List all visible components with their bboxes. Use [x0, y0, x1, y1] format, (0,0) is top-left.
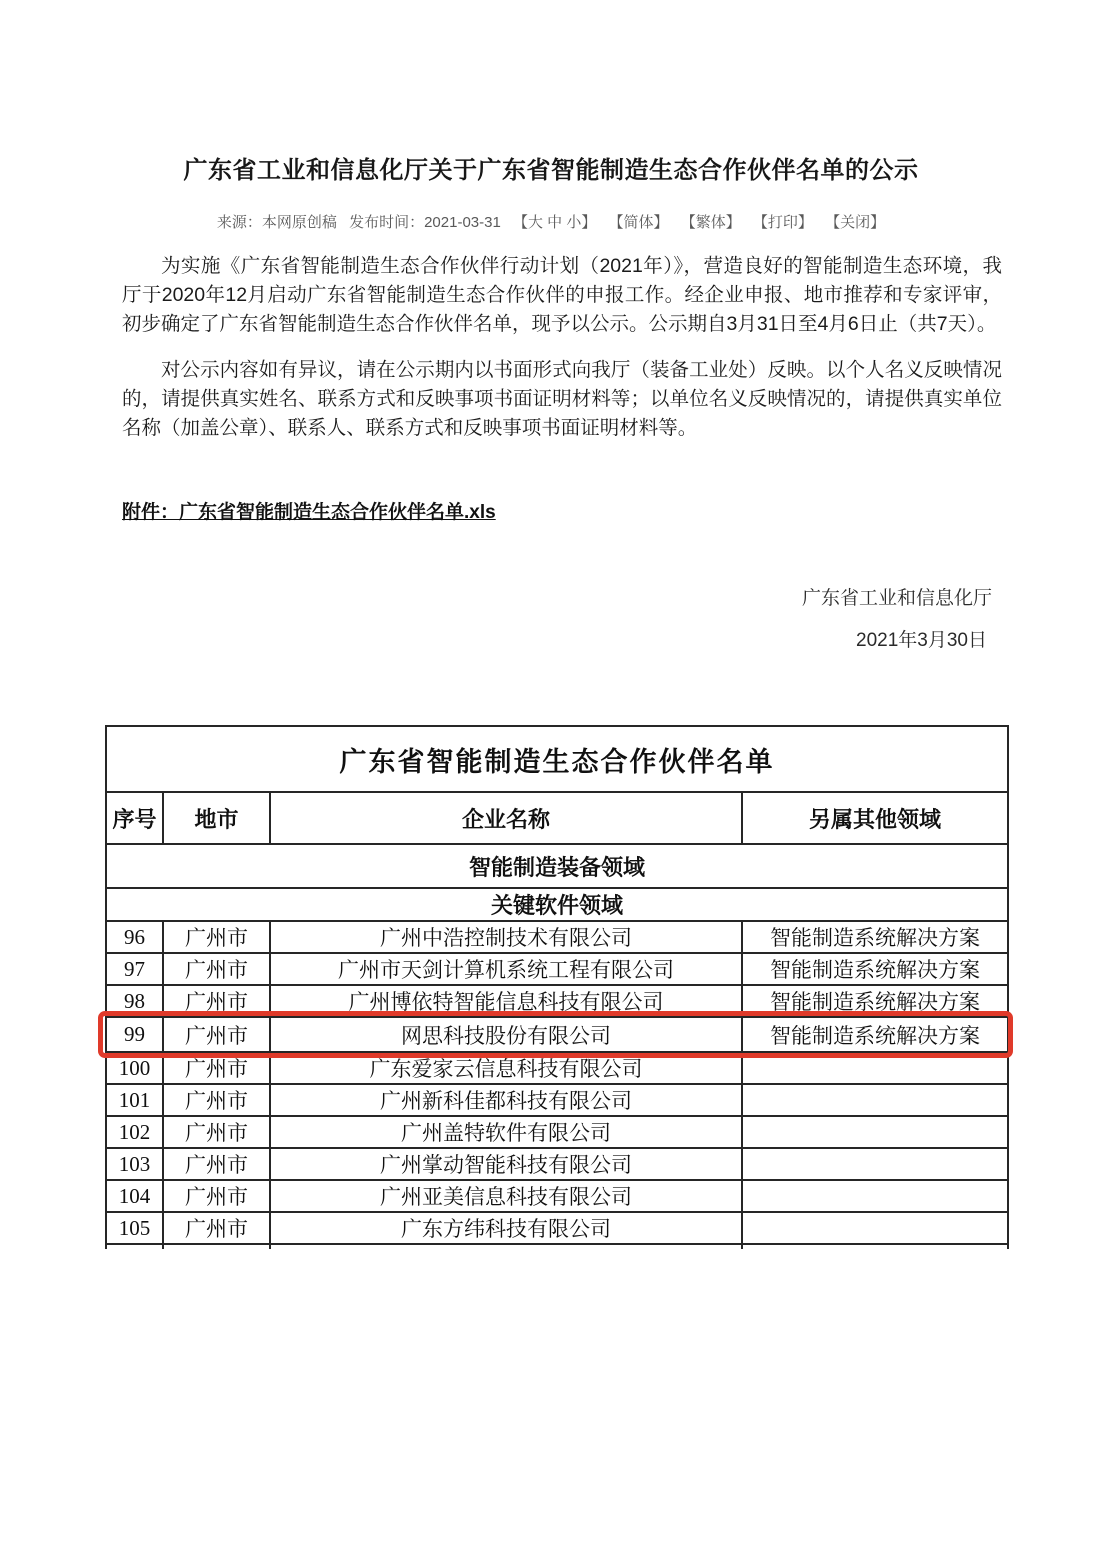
table-title-row	[106, 726, 1008, 792]
cell-no: 103	[106, 1148, 163, 1180]
paragraph-1: 为实施《广东省智能制造生态合作伙伴行动计划（2021年）》，营造良好的智能制造生态环境，我厅于2020年12月启动广东省智能制造生态合作伙伴的申报工作。经企业申报、地市推荐和专家评审，初步确定了广东省智能制造生态合作伙伴名单，现予以公示。公示期自3月31日至4月6日止（共7天）。	[122, 255, 1002, 335]
table-title: 广东省智能制造生态合作伙伴名单	[106, 726, 1008, 792]
signature-date: 2021年3月30日	[856, 630, 987, 651]
table-row	[106, 844, 1008, 888]
cell-city: 广州市	[163, 1148, 270, 1180]
article-body	[122, 252, 1002, 460]
column-header-company: 企业名称	[270, 792, 742, 844]
cell-city: 广州市	[163, 1084, 270, 1116]
signature-org: 广东省工业和信息化厅	[801, 588, 992, 609]
cell-city: 广州市	[163, 953, 270, 985]
cell-city: 广州市	[163, 985, 270, 1017]
cell-city: 广州市	[163, 1180, 270, 1212]
cell-field: 智能制造系统解决方案	[742, 953, 1008, 985]
table-row	[106, 1017, 1008, 1052]
close-button[interactable]: 【关闭】	[825, 214, 886, 231]
attachment-link[interactable]: 附件：广东省智能制造生态合作伙伴名单.xls	[122, 502, 496, 523]
cell-field: 智能制造系统解决方案	[742, 985, 1008, 1017]
cell-company: 广州亚美信息科技有限公司	[270, 1180, 742, 1212]
section-header-cell: 智能制造装备领域	[106, 844, 1008, 888]
cell-no: 102	[106, 1116, 163, 1148]
table-row	[106, 921, 1008, 953]
cell-field	[742, 1116, 1008, 1148]
cell-city: 广州市	[163, 1017, 270, 1052]
cell-no: 104	[106, 1180, 163, 1212]
cell-field	[742, 1180, 1008, 1212]
cell-company: 广州中浩控制技术有限公司	[270, 921, 742, 953]
cell-field: 智能制造系统解决方案	[742, 1017, 1008, 1052]
cell-city: 广州市	[163, 1212, 270, 1244]
cell-field: 智能制造系统解决方案	[742, 921, 1008, 953]
cell-no	[106, 1244, 163, 1249]
font-size-control[interactable]: 【大 中 小】	[513, 214, 597, 231]
column-header-field: 另属其他领域	[742, 792, 1008, 844]
table-row	[106, 888, 1008, 921]
cell-company: 广州盖特软件有限公司	[270, 1116, 742, 1148]
cell-company	[270, 1244, 742, 1249]
cell-city: 广州市	[163, 1052, 270, 1084]
cell-city: 广州市	[163, 921, 270, 953]
page-title: 广东省工业和信息化厅关于广东省智能制造生态合作伙伴名单的公示	[183, 157, 919, 184]
cell-field	[742, 1244, 1008, 1249]
cell-no: 105	[106, 1212, 163, 1244]
cell-company: 广州市天剑计算机系统工程有限公司	[270, 953, 742, 985]
cell-company: 广东爱家云信息科技有限公司	[270, 1052, 742, 1084]
publish-time-label: 发布时间：2021-03-31	[349, 214, 501, 231]
cell-city	[163, 1244, 270, 1249]
cell-company: 网思科技股份有限公司	[270, 1017, 742, 1052]
table-row	[106, 1116, 1008, 1148]
table-row	[106, 985, 1008, 1017]
cell-field	[742, 1212, 1008, 1244]
cell-no: 99	[106, 1017, 163, 1052]
cell-field	[742, 1084, 1008, 1116]
table-header-row	[106, 792, 1008, 844]
simplified-button[interactable]: 【简体】	[608, 214, 669, 231]
cell-no: 97	[106, 953, 163, 985]
column-header-city: 地市	[163, 792, 270, 844]
table-row	[106, 1212, 1008, 1244]
print-button[interactable]: 【打印】	[752, 214, 813, 231]
table-row	[106, 1180, 1008, 1212]
partner-table	[105, 725, 1009, 1249]
cell-company: 广州博依特智能信息科技有限公司	[270, 985, 742, 1017]
table-row	[106, 1084, 1008, 1116]
table-body	[106, 844, 1008, 1249]
table-row	[106, 1148, 1008, 1180]
table-row	[106, 1244, 1008, 1249]
cell-field	[742, 1052, 1008, 1084]
column-header-no: 序号	[106, 792, 163, 844]
paragraph-2: 对公示内容如有异议，请在公示期内以书面形式向我厅（装备工业处）反映。以个人名义反映情况的，请提供真实姓名、联系方式和反映事项书面证明材料等；以单位名义反映情况的，请提供真实单位名称（加盖公章）、联系人、联系方式和反映事项书面证明材料等。	[122, 359, 1002, 439]
cell-no: 96	[106, 921, 163, 953]
section-header-cell: 关键软件领域	[106, 888, 1008, 921]
cell-no: 98	[106, 985, 163, 1017]
cell-company: 广东方纬科技有限公司	[270, 1212, 742, 1244]
cell-company: 广州掌动智能科技有限公司	[270, 1148, 742, 1180]
traditional-button[interactable]: 【繁体】	[680, 214, 741, 231]
table-row	[106, 1052, 1008, 1084]
cell-company: 广州新科佳都科技有限公司	[270, 1084, 742, 1116]
meta-bar	[0, 211, 1102, 232]
table-row	[106, 953, 1008, 985]
cell-city: 广州市	[163, 1116, 270, 1148]
cell-no: 100	[106, 1052, 163, 1084]
source-label: 来源：本网原创稿	[216, 214, 337, 231]
cell-field	[742, 1148, 1008, 1180]
cell-no: 101	[106, 1084, 163, 1116]
partner-table-container	[105, 725, 1011, 1249]
